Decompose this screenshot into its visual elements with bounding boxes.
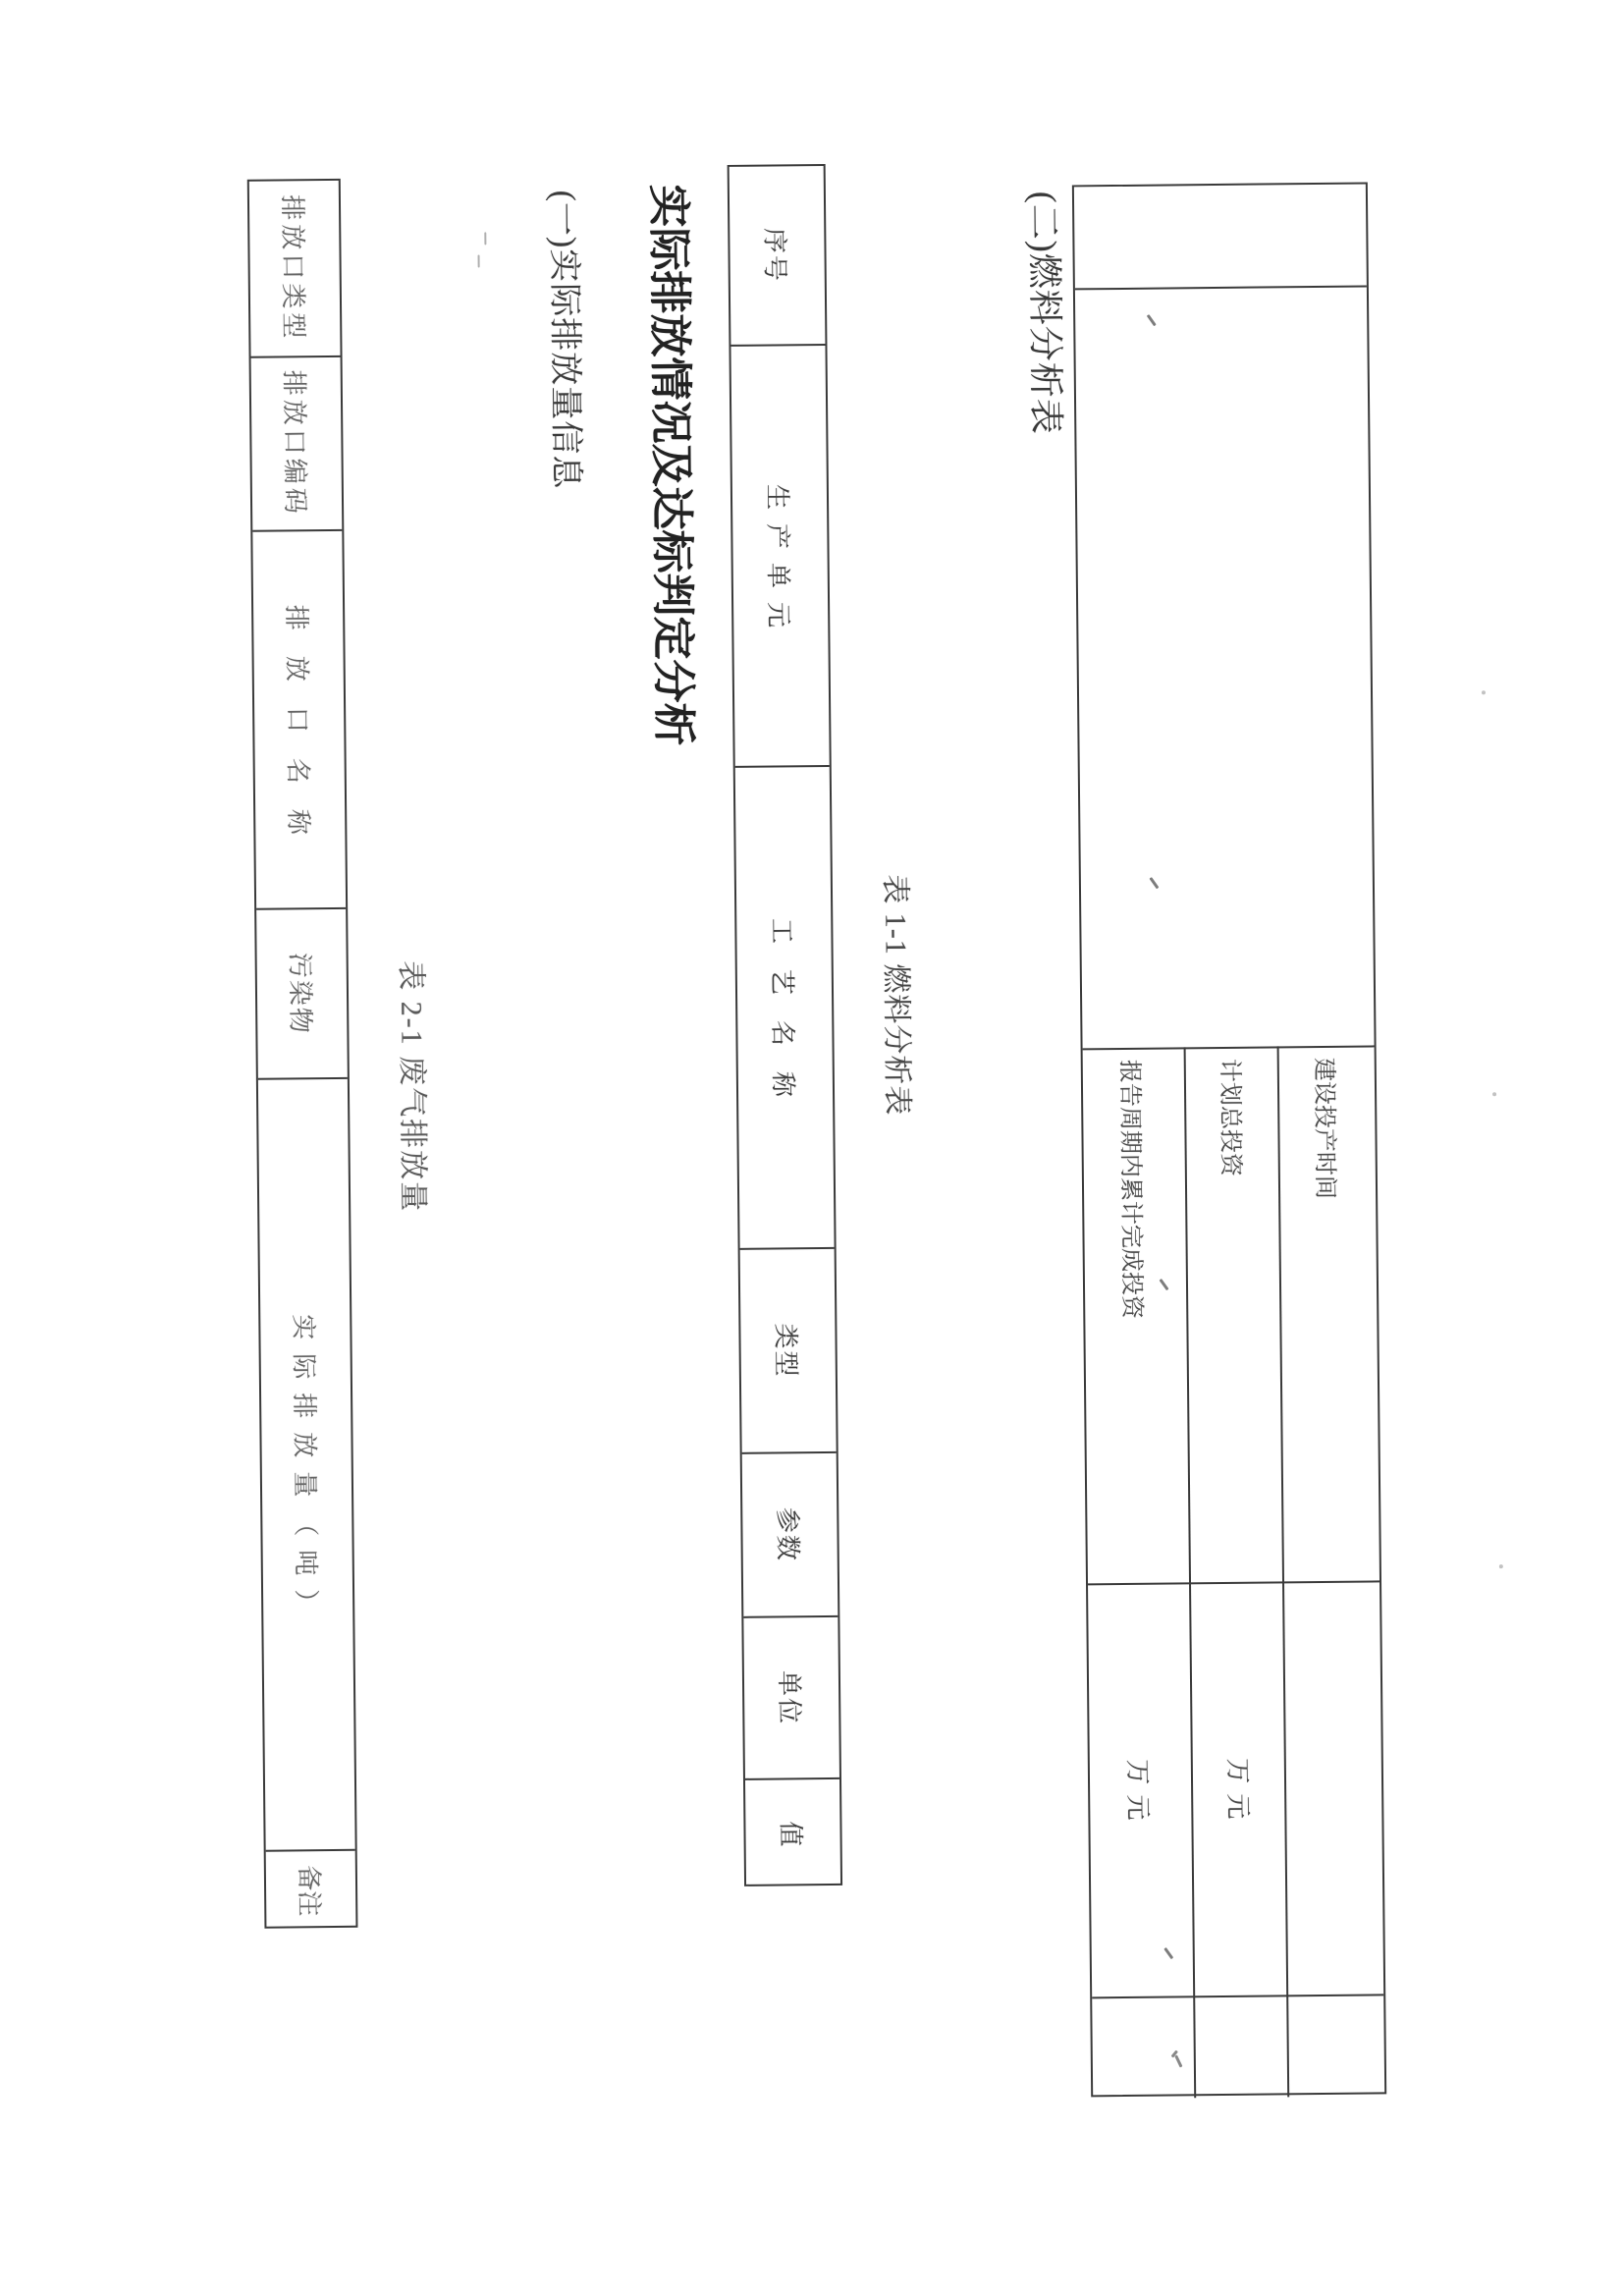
scan-speck: [1499, 1564, 1503, 1568]
header-cell-serial: 序号: [760, 227, 790, 284]
scan-speck: [478, 254, 480, 267]
header-cell-pollutant: 污染物: [256, 907, 348, 1078]
header-cell-production-unit: 生产单元: [730, 344, 829, 766]
section-heading-fuel-analysis: (二)燃料分析表: [1023, 191, 1066, 435]
row-label-accumulated-investment: 报告周期内累计完成投资: [1115, 1059, 1145, 1320]
grid-line: [1075, 285, 1367, 290]
header-cell-actual-emission-tons: 实际排放量（吨）: [258, 1077, 355, 1850]
header-cell-type: 类型: [740, 1247, 837, 1452]
header-cell-process-name: 工艺名称: [735, 765, 835, 1248]
scan-speck: [1492, 1092, 1496, 1096]
unit-cell-wanyuan: 万元: [1222, 1758, 1253, 1830]
unit-cell-wanyuan: 万元: [1122, 1759, 1153, 1831]
header-cell-parameter: 参数: [742, 1451, 839, 1616]
emission-table-caption: 表 2-1 废气排放量: [394, 960, 430, 1214]
header-cell-outlet-name: 排放口名称: [252, 529, 346, 908]
fuel-table-caption: 表 1-1 燃料分析表: [878, 874, 914, 1117]
row-label-commissioning-time: 建设投产时间: [1310, 1057, 1338, 1200]
header-cell-remarks: 备注: [266, 1849, 356, 1931]
fuel-analysis-table: [728, 164, 842, 1886]
document-title: 实际排放情况及达标判定分析: [643, 184, 698, 746]
header-cell-outlet-code: 排放口编码: [251, 355, 343, 530]
scan-speck: [484, 232, 486, 245]
section-heading-actual-emission: (一)实际排放量信息: [544, 190, 584, 490]
header-cell-value: 值: [745, 1777, 840, 1888]
header-cell-outlet-type: 排放口类型: [277, 194, 308, 343]
header-cell-unit: 单位: [743, 1615, 839, 1778]
grid-line: [1083, 1045, 1375, 1050]
investment-continued-table: [1072, 182, 1386, 2097]
scan-speck: [1482, 690, 1486, 694]
waste-gas-emission-table: [247, 179, 358, 1929]
row-label-planned-investment: 计划总投资: [1216, 1058, 1243, 1177]
